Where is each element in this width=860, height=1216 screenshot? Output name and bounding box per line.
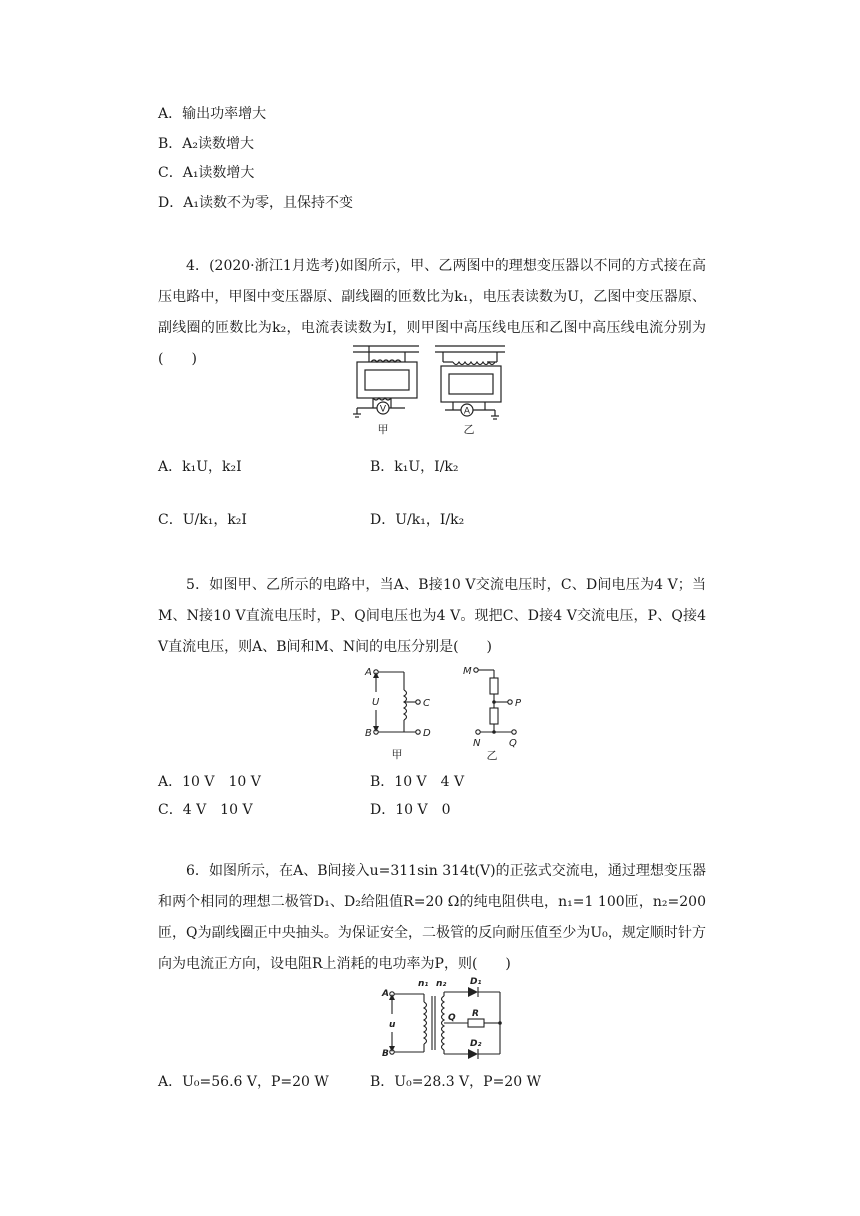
terminal-q-label: Q (509, 738, 517, 749)
q6-option-b: B．U₀=28.3 V，P=20 W (370, 1074, 541, 1090)
terminal-b-label: B (365, 728, 372, 739)
q4-option-a: A．k₁U，k₂I (158, 459, 242, 475)
figure-label-left: 甲 (377, 423, 389, 436)
terminal-c-label: C (423, 698, 430, 709)
terminal-a-label: A (382, 989, 389, 999)
terminal-d-label: D (423, 728, 431, 739)
terminal-a-label: A (365, 667, 372, 678)
terminal-b-label: B (382, 1049, 389, 1059)
q6-number: 6． (186, 863, 209, 879)
q3-option-a: A．输出功率增大 (158, 106, 267, 122)
q4-option-b: B．k₁U，I/k₂ (370, 459, 459, 475)
q4-figure (349, 340, 509, 436)
q6-option-a: A．U₀=56.6 V，P=20 W (158, 1074, 329, 1090)
center-tap-q-label: Q (448, 1013, 456, 1023)
q4-option-c: C．U/k₁，k₂I (158, 512, 247, 528)
q4-source: (2020·浙江1月选考) (209, 258, 340, 274)
diode-d2-label: D₂ (470, 1039, 482, 1049)
q5-stem (158, 570, 706, 663)
ammeter-symbol: A (463, 406, 471, 417)
q3-option-b: B．A₂读数增大 (158, 136, 255, 152)
q5-option-c: C．4 V 10 V (158, 802, 253, 818)
q4-number: 4． (186, 258, 210, 274)
q3-option-c: C．A₁读数增大 (158, 165, 255, 181)
terminal-p-label: P (515, 698, 522, 709)
q6-text: 如图所示，在A、B间接入u=311sin 314t(V)的正弦式交流电，通过理想变压器和两个相同的理想二极管D₁、D₂给阻值R=20 Ω的纯电阻供电，n₁=1 100匝，n₂=200匝，Q为副线圈正中央抽头。为保证安全，二极管的反向耐压值至少为U₀，规定顺时针方向为电流正方向，设电阻R上消耗的电功率为P，则( ) (158, 863, 706, 972)
q4-text: 如图所示，甲、乙两图中的理想变压器以不同的方式接在高压电路中，甲图中变压器原、副线圈的匝数比为k₁，电压表读数为U，乙图中变压器原、副线圈的匝数比为k₂，电流表读数为I，则甲图中高压线电压和乙图中高压线电流分别为( ) (158, 258, 706, 367)
q6-figure (380, 974, 520, 1064)
figure-label-right: 乙 (486, 749, 498, 762)
voltmeter-symbol: V (379, 404, 387, 415)
terminal-m-label: M (463, 666, 472, 677)
q5-text: 如图甲、乙所示的电路中，当A、B接10 V交流电压时，C、D间电压为4 V；当M、N接10 V直流电压时，P、Q间电压也为4 V。现把C、D接4 V交流电压，P、Q接4 V直流电压，则A、B间和M、N间的电压分别是( ) (158, 577, 706, 655)
figure-label-left: 甲 (391, 748, 403, 761)
q5-option-a: A．10 V 10 V (158, 774, 261, 790)
q5-number: 5． (186, 577, 210, 593)
voltage-u-label: u (389, 1020, 396, 1030)
q6-stem (158, 856, 706, 980)
voltage-u-label: U (372, 697, 380, 708)
q3-option-d: D．A₁读数不为零，且保持不变 (158, 195, 353, 211)
q5-figure (360, 662, 550, 762)
terminal-n-label: N (473, 738, 481, 749)
diode-d1-label: D₁ (470, 977, 482, 987)
resistor-r-label: R (472, 1009, 479, 1019)
q5-option-b: B．10 V 4 V (370, 774, 465, 790)
n2-label: n₂ (436, 979, 447, 989)
n1-label: n₁ (418, 979, 429, 989)
q4-option-d: D．U/k₁，I/k₂ (370, 512, 465, 528)
q5-option-d: D．10 V 0 (370, 802, 451, 818)
figure-label-right: 乙 (463, 423, 475, 436)
